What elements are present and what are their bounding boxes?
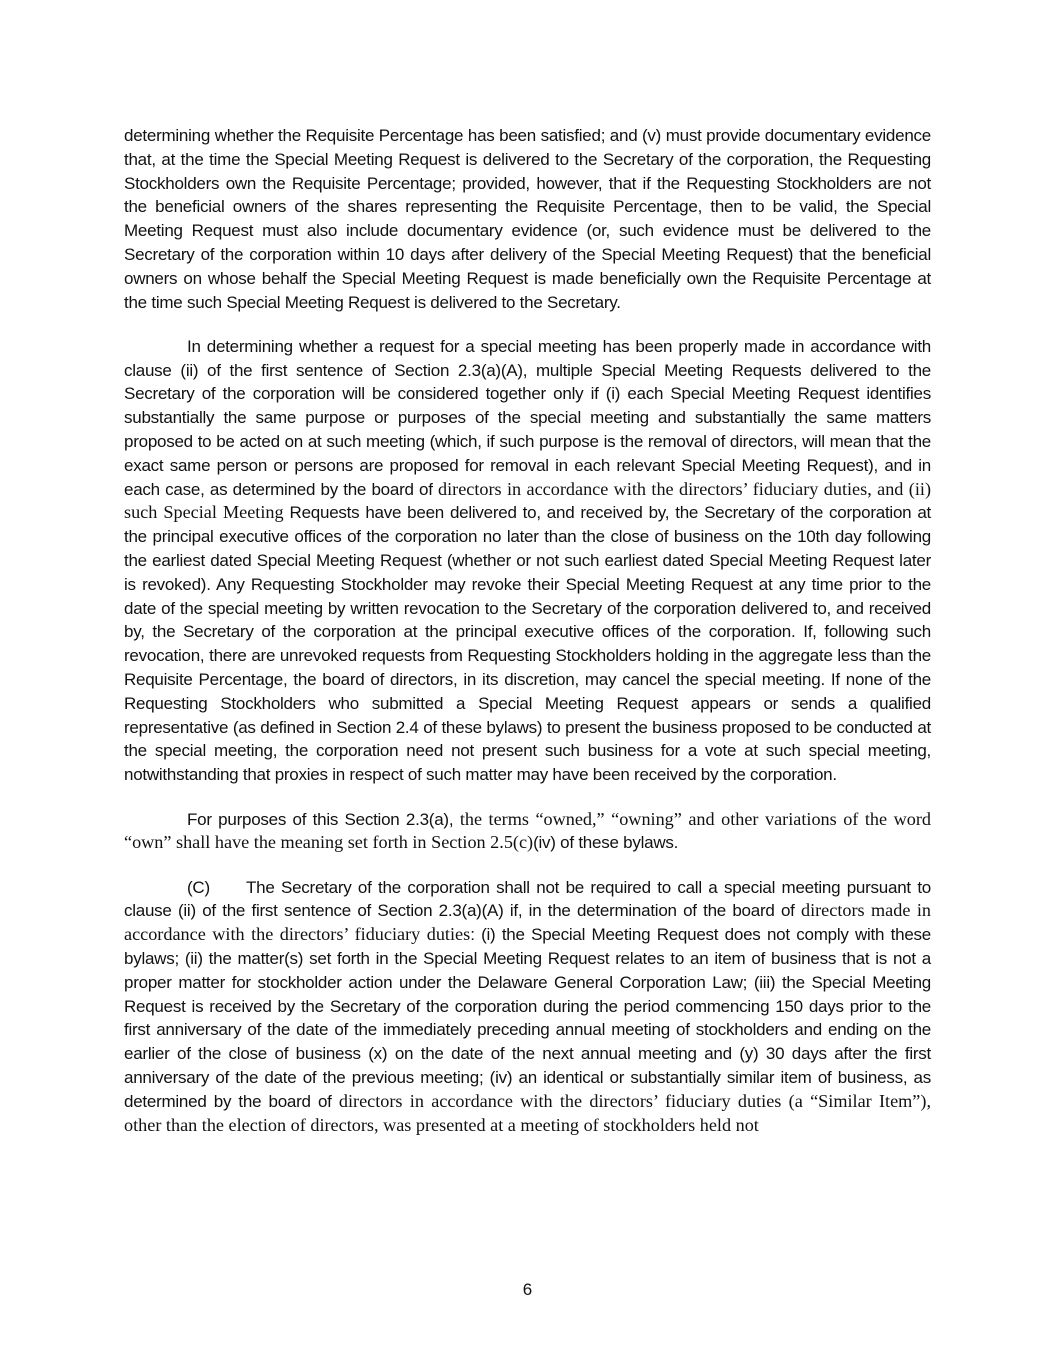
paragraph-text-part: Requests have been delivered to, and received by, the Secretary of the corporation at the principal executive offices of the corporation no later than the close of business on the 10th day following the earliest dated Special Meeting Request (whether or not such earliest dated Special Meeting Request later is revoked). Any Requesting Stockholder may revoke their Special Meeting Request at any time prior to the date of the special meeting by written revocation to the Secretary of the corporation delivered to, and received by, the Secretary of the corporation at the principal executive offices of the corporation. If, following such revocation, there are unrevoked requests from Requesting Stockholders holding in the aggregate less than the Requisite Percentage, the board of directors, in its discretion, may cancel the special meeting. If none of the Requesting Stockholders who submitted a Special Meeting Request appears or sends a qualified representative (as defined in Section 2.4 of these bylaws) to present the business proposed to be conducted at the special meeting, the corporation need not present such business for a vote at such special meeting, notwithstanding that proxies in respect of such matter may have been received by the corporation. (124, 503, 932, 785)
paragraph-text: determining whether the Requisite Percentage has been satisfied; and (v) must provide documentary evidence that, at the time the Special Meeting Request is delivered to the Secretary of the corporation, the Requesting Stockholders own the Requisite Percentage; provided, however, that if the Requesting Stockholders are not the beneficial owners of the shares representing the Requisite Percentage, then to be valid, the Special Meeting Request must also include documentary evidence (or, such evidence must be delivered to the Secretary of the corporation within 10 days after delivery of the Special Meeting Request) that the beneficial owners on whose behalf the Special Meeting Request is made beneficially own the Requisite Percentage at the time such Special Meeting Request is delivered to the Secretary. (124, 126, 931, 312)
paragraph-multiple-requests (124, 335, 931, 787)
paragraph-purposes-definition (124, 808, 931, 856)
paragraph-text-part-serif: the terms “owned,” “owning” and other variations of the word “own” shall have the meaning set forth in Section 2.5(c) (124, 808, 931, 853)
paragraph-text-part-serif: directors made in accordance with the directors’ fiduciary duties (124, 900, 931, 945)
paragraph-text-part: The Secretary of the corporation shall not be required to call a special meeting pursuant to clause (ii) of the first sentence of Section 2.3(a)(A) if, in the determination of the board of (124, 877, 931, 921)
page-number: 6 (522, 1280, 533, 1299)
paragraph-text-part: For purposes of this Section 2.3(a), (187, 809, 454, 829)
paragraph-text-part: (iv) of these bylaws. (533, 833, 679, 853)
clause-label: (C) (187, 877, 210, 897)
paragraph-text-part: In determining whether a request for a special meeting has been properly made in accordance with clause (ii) of the first sentence of Section 2.3(a)(A), multiple Special Meeting Requests delivered to the Secretary of the corporation will be considered together only if (i) each Special Meeting Request identifies substantially the same purpose or purposes of the special meeting and substantially the same matters proposed to be acted on at such meeting (which, if such purpose is the removal of directors, will mean that the exact same person or persons are proposed for removal in each relevant Special Meeting Request), and in each case, as determined by the board of (124, 336, 931, 499)
paragraph-secretary-not-required (124, 876, 931, 1138)
paragraph-text-part-serif: directors in accordance with the directors’ fiduciary duties, and (ii) such Special Meeting (124, 478, 931, 523)
paragraph-text-part: : (i) the Special Meeting Request does not comply with these bylaws; (ii) the matter(s) set forth in the Special Meeting Request relates to an item of business that is not a proper matter for stockholder action under the Delaware General Corporation Law; (iii) the Special Meeting Request is received by the Secretary of the corporation during the period commencing 150 days prior to the first anniversary of the date of the immediately preceding annual meeting of stockholders and ending on the earlier of the close of business (x) on the date of the next annual meeting and (y) 30 days after the first anniversary of the date of the previous meeting; (iv) an identical or substantially similar item of business, as determined by the board of (124, 925, 931, 1111)
paragraph-text-part-serif: directors in accordance with the directors’ fiduciary duties (a “Similar Item”), other than the election of directors, was presented at a meeting of stockholders held not (124, 1090, 931, 1135)
document-body (124, 124, 931, 1137)
paragraph-requisite-evidence (124, 124, 931, 314)
